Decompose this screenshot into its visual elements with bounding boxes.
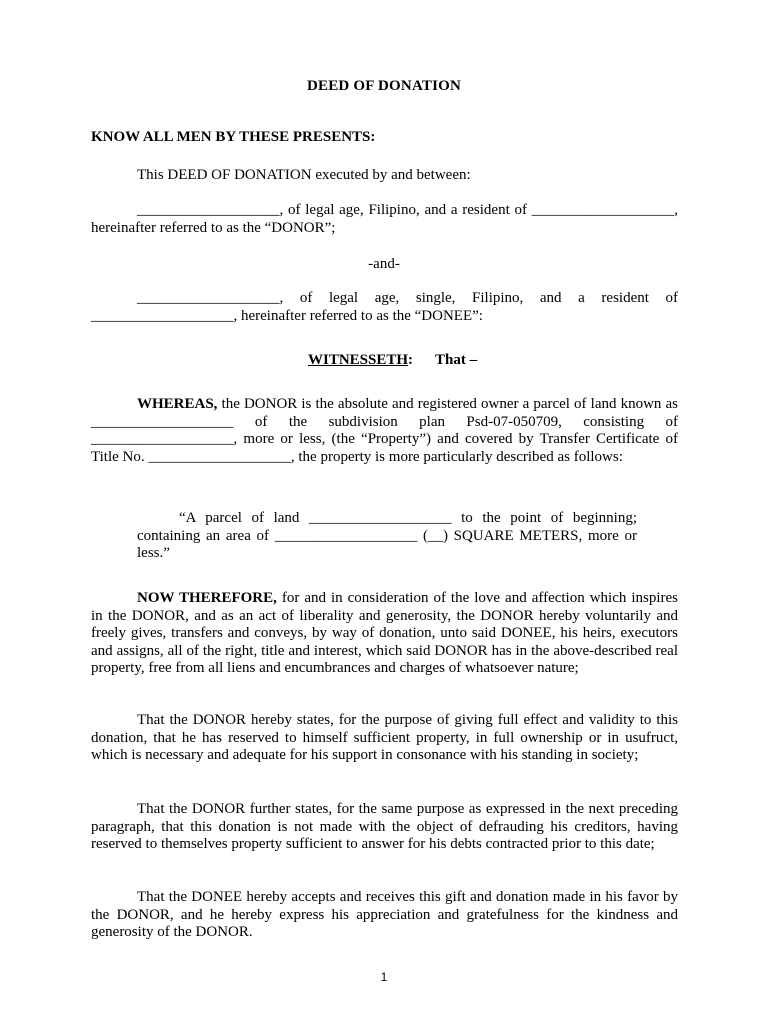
whereas-paragraph — [91, 396, 678, 466]
now-therefore-paragraph — [91, 590, 678, 678]
donee-paragraph: ___________________, of legal age, single, Filipino, and a resident of ___________________, hereinafter referred to as the “DONEE”: — [91, 290, 678, 324]
document-heading: KNOW ALL MEN BY THESE PRESENTS: — [91, 129, 376, 145]
witnesseth-colon: : — [408, 352, 414, 368]
reservation-paragraph: That the DONOR hereby states, for the purpose of giving full effect and validity to this donation, that he has reserved to himself sufficient property, in full ownership or in usufruct, which is necessary and adequate for his support in consonance with his standing in society; — [91, 712, 678, 764]
and-separator: -and- — [368, 256, 400, 272]
donor-paragraph: ___________________, of legal age, Filipino, and a resident of ___________________, hereinafter referred to as the “DONOR”; — [91, 202, 678, 236]
intro-line: This DEED OF DONATION executed by and between: — [137, 167, 471, 183]
whereas-lead: WHEREAS, — [137, 396, 218, 412]
now-therefore-lead: NOW THEREFORE, — [137, 590, 277, 606]
acceptance-paragraph: That the DONEE hereby accepts and receives this gift and donation made in his favor by the DONOR, and he hereby express his appreciation and gratefulness for the kindness and generosity of the DONOR. — [91, 889, 678, 941]
witnesseth-that: That – — [435, 352, 478, 368]
witnesseth-word: WITNESSETH — [308, 352, 409, 368]
document-title: DEED OF DONATION — [306, 78, 462, 94]
witnesseth-heading — [308, 352, 477, 369]
creditors-paragraph: That the DONOR further states, for the same purpose as expressed in the next preceding paragraph, that this donation is not made with the object of defrauding his creditors, having reserved to themselves property sufficient to answer for his debts contracted prior to this date; — [91, 801, 678, 853]
now-therefore-text: for and in consideration of the love and affection which inspires in the DONOR, and as an act of liberality and generosity, the DONOR hereby voluntarily and freely gives, transfers and conveys, by way of donation, unto said DONEE, his heirs, executors and assigns, all of the right, title and interest, which said DONOR has in the above-described real property, free from all liens and encumbrances and charges of whatsoever nature; — [91, 590, 679, 677]
whereas-text: the DONOR is the absolute and registered owner a parcel of land known as ___________________ of the subdivision plan Psd-07-050709, consisting of ___________________, more or less, (the “Property”) and covered by Transfer Certificate of Title No. ___________________, the property is more particularly described as follows: — [91, 396, 678, 465]
property-description: “A parcel of land ___________________ to the point of beginning; containing an area of ___________________ (__) SQUARE METERS, more or less.” — [137, 510, 637, 562]
page-number: 1 — [380, 970, 388, 984]
